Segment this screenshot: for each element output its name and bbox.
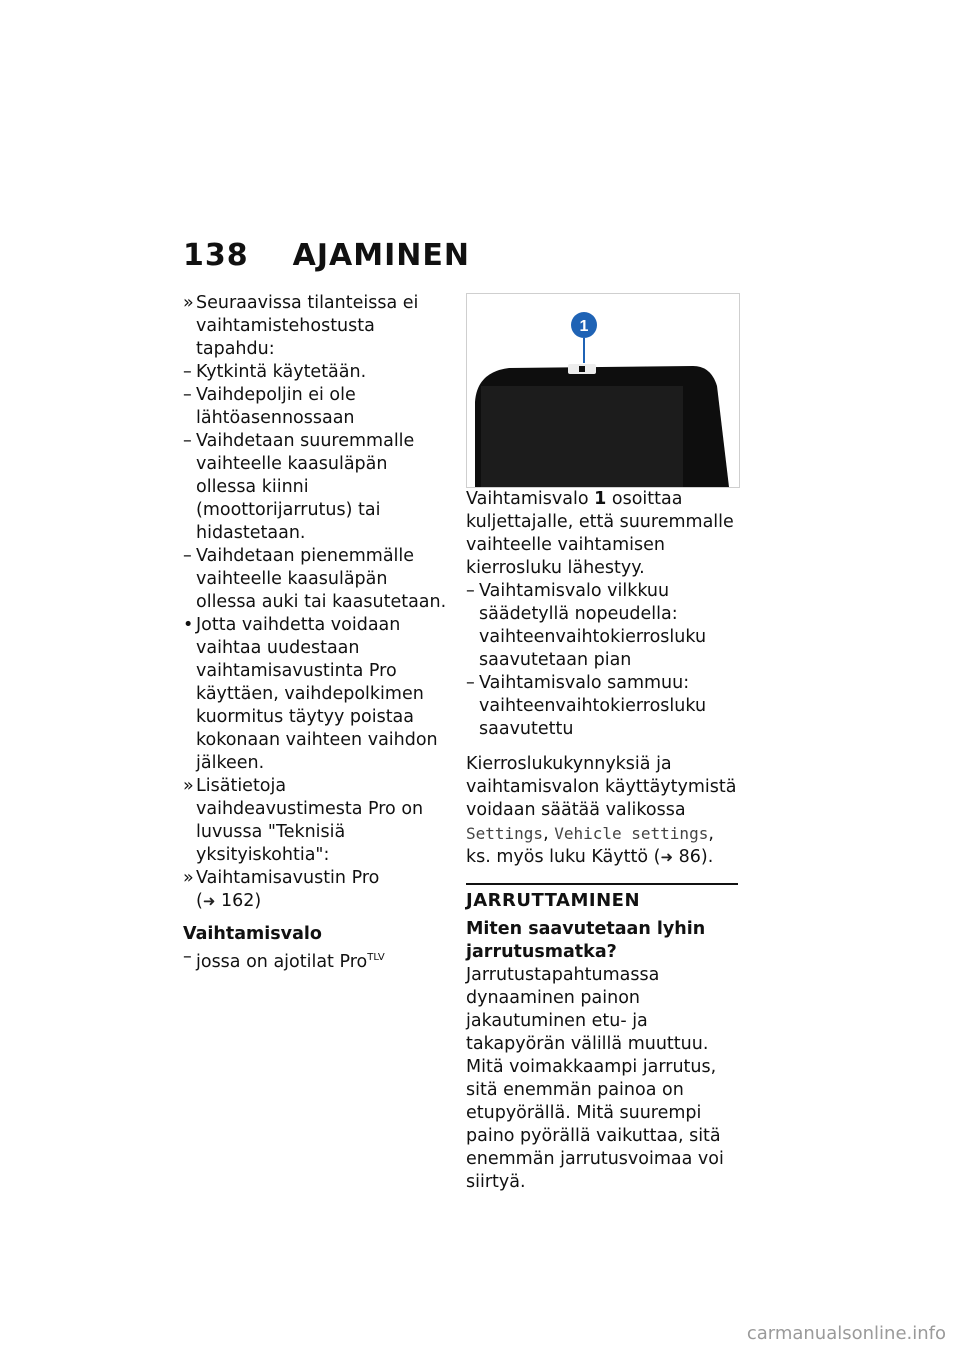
model-superscript: TLV <box>367 952 385 963</box>
dash-bullet: – <box>183 947 192 967</box>
spacer <box>466 741 738 753</box>
dashboard-figure <box>466 293 740 488</box>
section-title: JARRUTTAMINEN <box>466 890 641 911</box>
display-screen <box>481 386 683 487</box>
dash-bullet: – <box>466 581 475 601</box>
chapter-title: AJAMINEN <box>292 238 470 273</box>
figure-caption <box>466 488 738 580</box>
dashboard-illustration <box>467 294 739 487</box>
callout-number: 1 <box>579 318 589 335</box>
page-header <box>183 238 470 273</box>
list-item <box>183 614 447 775</box>
caption-text: Vaihtamisvalo <box>466 489 595 509</box>
cross-reference[interactable] <box>196 868 379 911</box>
list-item <box>466 672 738 741</box>
list-item <box>183 384 447 430</box>
item-text: Vaihtamisvalo sammuu: vaihteenvaihtokierrosluku saavutettu <box>479 673 707 739</box>
menu-settings: Settings <box>466 824 544 843</box>
section-rule <box>466 883 738 912</box>
page-ref: 162) <box>220 891 262 911</box>
dash-bullet: – <box>183 546 192 566</box>
list-item <box>183 946 447 974</box>
item-text: Kytkintä käytetään. <box>196 362 367 382</box>
subheading: Vaihtamisvalo <box>183 924 322 944</box>
list-item <box>183 361 447 384</box>
page-ref: 86). <box>678 847 714 867</box>
list-item <box>183 545 447 614</box>
item-text: Vaihtamisvalo vilkkuu säädetyllä nopeudella: vaihteenvaihtokierrosluku saavutetaan pian <box>479 581 707 670</box>
list-item <box>183 430 447 545</box>
item-text: Vaihdetaan suuremmalle vaihteelle kaasuläpän ollessa kiinni (moottorijarrutus) tai hidastetaan. <box>196 431 415 543</box>
left-column <box>183 292 447 974</box>
list-item <box>183 867 447 913</box>
item-text: Vaihdetaan pienemmälle vaihteelle kaasuläpän ollessa auki tai kaasutetaan. <box>196 546 447 612</box>
list-item <box>183 775 447 867</box>
watermark: carmanualsonline.info <box>746 1323 946 1344</box>
item-text: Vaihtamisavustin Pro ( <box>196 868 380 911</box>
para-separator: , <box>543 824 555 844</box>
page-arrow-icon: ➜ <box>660 848 674 866</box>
list-item <box>183 292 447 361</box>
dash-bullet: – <box>183 431 192 451</box>
item-text: Lisätietoja vaihdeavustimesta Pro on luvussa "Teknisiä yksityiskohtia": <box>196 776 424 865</box>
list-item <box>466 580 738 672</box>
item-text: Seuraavissa tilanteissa ei vaihtamistehostusta tapahdu: <box>196 293 419 359</box>
item-text: jossa on ajotilat Pro <box>196 951 368 972</box>
item-text: Jotta vaihdetta voidaan vaihtaa uudestaan vaihtamisavustinta Pro käyttäen, vaihdepolkimen kuormitus täytyy poistaa kokonaan vaihteen vaihdon jälkeen. <box>196 615 438 773</box>
item-text: Vaihdepoljin ei ole lähtöasennossaan <box>196 385 356 428</box>
dot-bullet-icon: • <box>183 615 194 635</box>
settings-paragraph <box>466 753 738 869</box>
menu-vehicle-settings: Vehicle settings <box>554 824 709 843</box>
caption-text: osoittaa kuljettajalle, että suuremmalle vaihteelle vaihtamisen kierrosluku lähestyy. <box>466 489 734 578</box>
chevron-bullet-icon: » <box>183 776 194 796</box>
answer-paragraph: Jarrutustapahtumassa dynaaminen painon jakautuminen etu- ja takapyörän välillä muuttuu. Mitä voimakkaampi jarrutus, sitä enemmän painoa on etupyörällä. Mitä suurempi paino pyörällä vaikuttaa, sitä enemmän jarrutusvoimaa voi siirtyä. <box>466 965 724 1192</box>
chevron-bullet-icon: » <box>183 868 194 888</box>
dash-bullet: – <box>466 673 475 693</box>
page-arrow-icon: ➜ <box>202 892 216 910</box>
cross-reference[interactable] <box>660 847 713 867</box>
dash-bullet: – <box>183 362 192 382</box>
shift-light-center <box>579 366 585 372</box>
dash-bullet: – <box>183 385 192 405</box>
page-number: 138 <box>183 238 249 273</box>
right-column <box>466 488 738 1194</box>
caption-callout-ref: 1 <box>594 489 607 509</box>
para-text: Kierroslukukynnyksiä ja vaihtamisvalon käyttäytymistä voidaan säätää valikossa <box>466 754 737 820</box>
para-text: , ks. myös luku Käyttö ( <box>466 824 714 867</box>
chevron-bullet-icon: » <box>183 293 194 313</box>
question-heading: Miten saavutetaan lyhin jarrutusmatka? <box>466 919 706 962</box>
